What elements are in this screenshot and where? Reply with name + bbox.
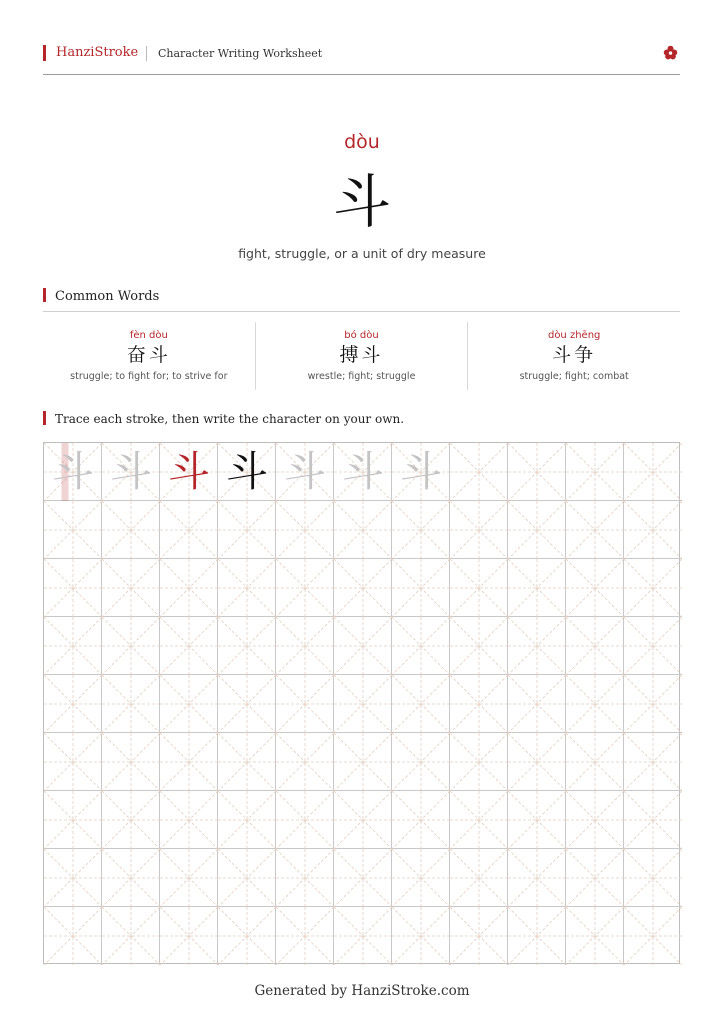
practice-cell[interactable] — [102, 675, 160, 733]
practice-cell[interactable] — [334, 559, 392, 617]
practice-cell[interactable] — [160, 675, 218, 733]
practice-cell[interactable] — [566, 617, 624, 675]
practice-cell[interactable] — [44, 443, 102, 501]
cell-guide-lines — [508, 791, 566, 849]
word-pinyin: bó dòu — [344, 330, 379, 341]
cell-guide-lines — [160, 675, 218, 733]
practice-cell[interactable] — [276, 907, 334, 965]
cell-guide-lines — [450, 849, 508, 907]
cell-guide-lines — [392, 733, 450, 791]
cell-guide-lines — [450, 443, 508, 501]
practice-cell[interactable] — [450, 501, 508, 559]
cell-guide-lines — [450, 791, 508, 849]
word-hanzi: 搏斗 — [339, 344, 384, 366]
cell-guide-lines — [624, 849, 682, 907]
cell-guide-lines — [218, 559, 276, 617]
cell-guide-lines — [334, 907, 392, 965]
cell-guide-lines — [218, 617, 276, 675]
practice-cell[interactable] — [218, 733, 276, 791]
cell-guide-lines — [566, 733, 624, 791]
practice-cell[interactable] — [276, 733, 334, 791]
cell-guide-lines — [334, 675, 392, 733]
practice-cell[interactable] — [334, 733, 392, 791]
practice-cell[interactable] — [102, 559, 160, 617]
practice-cell[interactable] — [450, 907, 508, 965]
practice-cell[interactable] — [392, 443, 450, 501]
practice-cell[interactable] — [450, 849, 508, 907]
practice-cell[interactable] — [450, 559, 508, 617]
common-words-list — [43, 322, 680, 390]
cell-guide-lines — [44, 559, 102, 617]
word-hanzi: 斗争 — [552, 344, 597, 366]
main-character: 斗 — [332, 168, 391, 236]
cell-guide-lines — [450, 501, 508, 559]
section-accent-bar — [43, 411, 46, 425]
word-meaning: wrestle; fight; struggle — [307, 371, 416, 382]
practice-cell[interactable] — [392, 733, 450, 791]
cell-guide-lines — [624, 907, 682, 965]
cell-guide-lines — [566, 559, 624, 617]
practice-cell[interactable] — [392, 791, 450, 849]
cell-guide-lines — [624, 617, 682, 675]
cell-guide-lines — [334, 559, 392, 617]
practice-cell[interactable] — [450, 675, 508, 733]
cell-guide-lines — [392, 849, 450, 907]
practice-cell[interactable] — [102, 501, 160, 559]
cell-guide-lines — [160, 559, 218, 617]
cell-guide-lines — [160, 791, 218, 849]
practice-cell[interactable] — [276, 617, 334, 675]
practice-cell[interactable] — [276, 559, 334, 617]
word-card — [256, 322, 469, 390]
cell-guide-lines — [334, 501, 392, 559]
cell-guide-lines — [566, 849, 624, 907]
cell-guide-lines — [392, 791, 450, 849]
practice-cell[interactable] — [624, 617, 682, 675]
practice-cell[interactable] — [102, 907, 160, 965]
cell-guide-lines — [160, 501, 218, 559]
practice-cell[interactable] — [624, 849, 682, 907]
cell-guide-lines — [392, 501, 450, 559]
cell-guide-lines — [392, 907, 450, 965]
word-card — [468, 322, 680, 390]
practice-cell[interactable] — [334, 791, 392, 849]
cell-guide-lines — [276, 733, 334, 791]
cell-guide-lines — [218, 501, 276, 559]
stroke-order-glyph: 斗 — [283, 447, 326, 496]
cell-guide-lines — [392, 675, 450, 733]
flower-icon — [663, 45, 678, 60]
practice-cell[interactable] — [44, 849, 102, 907]
cell-guide-lines — [624, 733, 682, 791]
practice-cell[interactable] — [624, 675, 682, 733]
cell-guide-lines — [566, 675, 624, 733]
cell-guide-lines — [334, 617, 392, 675]
cell-guide-lines — [276, 791, 334, 849]
practice-cell[interactable] — [102, 733, 160, 791]
practice-cell[interactable] — [44, 501, 102, 559]
practice-cell[interactable] — [450, 733, 508, 791]
practice-cell[interactable] — [44, 559, 102, 617]
section-accent-bar — [43, 288, 46, 302]
practice-cell[interactable] — [508, 791, 566, 849]
practice-cell[interactable] — [102, 617, 160, 675]
cell-guide-lines — [44, 791, 102, 849]
practice-cell[interactable] — [334, 907, 392, 965]
cell-guide-lines — [624, 791, 682, 849]
cell-guide-lines — [44, 849, 102, 907]
cell-guide-lines — [44, 675, 102, 733]
practice-cell[interactable] — [218, 849, 276, 907]
practice-cell[interactable] — [566, 849, 624, 907]
practice-cell[interactable] — [508, 733, 566, 791]
common-words-title: Common Words — [55, 289, 160, 304]
practice-cell[interactable] — [392, 675, 450, 733]
practice-cell[interactable] — [508, 907, 566, 965]
cell-guide-lines — [334, 791, 392, 849]
practice-cell[interactable] — [160, 617, 218, 675]
cell-guide-lines — [160, 617, 218, 675]
word-pinyin: fèn dòu — [129, 330, 168, 341]
cell-guide-lines — [218, 791, 276, 849]
practice-cell[interactable] — [624, 733, 682, 791]
header-accent-bar — [43, 45, 46, 61]
practice-cell[interactable] — [566, 559, 624, 617]
practice-cell[interactable] — [276, 675, 334, 733]
stroke-order-glyph: 斗 — [399, 447, 442, 496]
cell-guide-lines — [102, 791, 160, 849]
cell-guide-lines — [566, 617, 624, 675]
character-pinyin: dòu — [344, 131, 380, 153]
practice-cell[interactable] — [392, 617, 450, 675]
practice-cell[interactable] — [566, 443, 624, 501]
practice-cell[interactable] — [334, 443, 392, 501]
cell-guide-lines — [392, 617, 450, 675]
practice-cell[interactable] — [160, 559, 218, 617]
practice-grid — [43, 442, 680, 964]
cell-guide-lines — [102, 849, 160, 907]
cell-guide-lines — [218, 849, 276, 907]
practice-cell[interactable] — [276, 849, 334, 907]
practice-cell[interactable] — [334, 617, 392, 675]
cell-guide-lines — [450, 617, 508, 675]
practice-cell[interactable] — [508, 617, 566, 675]
cell-guide-lines — [508, 849, 566, 907]
word-meaning: struggle; to fight for; to strive for — [70, 371, 228, 382]
cell-guide-lines — [160, 733, 218, 791]
practice-heading — [43, 411, 404, 426]
cell-guide-lines — [334, 733, 392, 791]
practice-cell[interactable] — [624, 907, 682, 965]
practice-cell[interactable] — [218, 559, 276, 617]
practice-cell[interactable] — [566, 733, 624, 791]
footer-credit[interactable]: Generated by HanziStroke.com — [254, 983, 470, 999]
cell-guide-lines — [160, 907, 218, 965]
cell-guide-lines — [102, 907, 160, 965]
practice-cell[interactable] — [218, 675, 276, 733]
practice-cell[interactable] — [276, 443, 334, 501]
practice-cell[interactable] — [450, 791, 508, 849]
cell-guide-lines — [102, 501, 160, 559]
word-card — [43, 322, 256, 390]
practice-cell[interactable] — [334, 849, 392, 907]
cell-guide-lines — [276, 501, 334, 559]
word-pinyin: dòu zhēng — [547, 330, 601, 341]
cell-guide-lines — [44, 501, 102, 559]
practice-cell[interactable] — [44, 791, 102, 849]
practice-cell[interactable] — [218, 617, 276, 675]
cell-guide-lines — [276, 849, 334, 907]
cell-guide-lines — [566, 443, 624, 501]
stroke-order-glyph: 斗 — [341, 447, 384, 496]
practice-cell[interactable] — [392, 501, 450, 559]
cell-guide-lines — [102, 617, 160, 675]
cell-guide-lines — [450, 559, 508, 617]
cell-guide-lines — [44, 733, 102, 791]
worksheet-subtitle: Character Writing Worksheet — [158, 47, 323, 60]
practice-cell[interactable] — [334, 501, 392, 559]
cell-guide-lines — [276, 559, 334, 617]
practice-cell[interactable] — [276, 501, 334, 559]
character-meaning: fight, struggle, or a unit of dry measure — [238, 246, 486, 261]
cell-guide-lines — [566, 907, 624, 965]
header — [43, 44, 680, 75]
practice-cell[interactable] — [44, 733, 102, 791]
practice-cell[interactable] — [508, 849, 566, 907]
practice-cell[interactable] — [566, 791, 624, 849]
practice-cell[interactable] — [624, 443, 682, 501]
cell-guide-lines — [624, 559, 682, 617]
cell-guide-lines — [44, 907, 102, 965]
word-hanzi: 奋斗 — [126, 344, 171, 366]
word-meaning: struggle; fight; combat — [519, 371, 629, 382]
header-divider — [146, 46, 147, 61]
practice-cell[interactable] — [450, 443, 508, 501]
cell-guide-lines — [44, 617, 102, 675]
practice-cell[interactable] — [218, 791, 276, 849]
practice-cell[interactable] — [566, 501, 624, 559]
cell-guide-lines — [508, 617, 566, 675]
cell-guide-lines — [624, 501, 682, 559]
stroke-order-glyph: 斗 — [44, 443, 102, 501]
practice-cell[interactable] — [160, 849, 218, 907]
cell-guide-lines — [334, 849, 392, 907]
practice-cell[interactable] — [392, 559, 450, 617]
practice-cell[interactable] — [102, 443, 160, 501]
practice-cell[interactable] — [160, 501, 218, 559]
cell-guide-lines — [508, 501, 566, 559]
practice-cell[interactable] — [160, 733, 218, 791]
stroke-order-glyph: 斗 — [109, 447, 152, 496]
practice-cell[interactable] — [624, 559, 682, 617]
cell-guide-lines — [508, 443, 566, 501]
practice-cell[interactable] — [334, 675, 392, 733]
cell-guide-lines — [450, 675, 508, 733]
brand-name[interactable]: HanziStroke — [56, 45, 139, 60]
cell-guide-lines — [508, 559, 566, 617]
cell-guide-lines — [218, 733, 276, 791]
practice-cell[interactable] — [392, 849, 450, 907]
cell-guide-lines — [392, 559, 450, 617]
practice-cell[interactable] — [392, 907, 450, 965]
cell-guide-lines — [508, 907, 566, 965]
practice-cell[interactable] — [44, 675, 102, 733]
stroke-order-glyph: 斗 — [167, 447, 210, 496]
cell-guide-lines — [624, 675, 682, 733]
practice-cell[interactable] — [624, 501, 682, 559]
cell-guide-lines — [566, 791, 624, 849]
cell-guide-lines — [102, 559, 160, 617]
cell-guide-lines — [566, 501, 624, 559]
practice-cell[interactable] — [508, 443, 566, 501]
practice-cell[interactable] — [508, 501, 566, 559]
practice-cell[interactable] — [102, 791, 160, 849]
practice-cell[interactable] — [44, 617, 102, 675]
practice-cell[interactable] — [44, 907, 102, 965]
practice-cell[interactable] — [218, 501, 276, 559]
cell-guide-lines — [160, 849, 218, 907]
stroke-order-glyph: 斗 — [225, 447, 268, 496]
practice-cell[interactable] — [566, 675, 624, 733]
practice-instruction: Trace each stroke, then write the character on your own. — [55, 412, 405, 426]
practice-cell[interactable] — [624, 791, 682, 849]
practice-cell[interactable] — [160, 443, 218, 501]
cell-guide-lines — [450, 907, 508, 965]
cell-guide-lines — [102, 733, 160, 791]
cell-guide-lines — [276, 675, 334, 733]
cell-guide-lines — [450, 733, 508, 791]
cell-guide-lines — [624, 443, 682, 501]
cell-guide-lines — [276, 617, 334, 675]
cell-guide-lines — [276, 907, 334, 965]
practice-cell[interactable] — [508, 675, 566, 733]
cell-guide-lines — [508, 675, 566, 733]
common-words-heading — [43, 288, 159, 304]
practice-cell[interactable] — [450, 617, 508, 675]
cell-guide-lines — [218, 675, 276, 733]
section-divider — [43, 311, 680, 312]
practice-cell[interactable] — [102, 849, 160, 907]
cell-guide-lines — [102, 675, 160, 733]
practice-cell[interactable] — [160, 791, 218, 849]
cell-guide-lines — [508, 733, 566, 791]
practice-cell[interactable] — [276, 791, 334, 849]
practice-cell[interactable] — [160, 907, 218, 965]
practice-cell[interactable] — [218, 907, 276, 965]
practice-cell[interactable] — [566, 907, 624, 965]
cell-guide-lines — [218, 907, 276, 965]
practice-cell[interactable] — [218, 443, 276, 501]
practice-cell[interactable] — [508, 559, 566, 617]
